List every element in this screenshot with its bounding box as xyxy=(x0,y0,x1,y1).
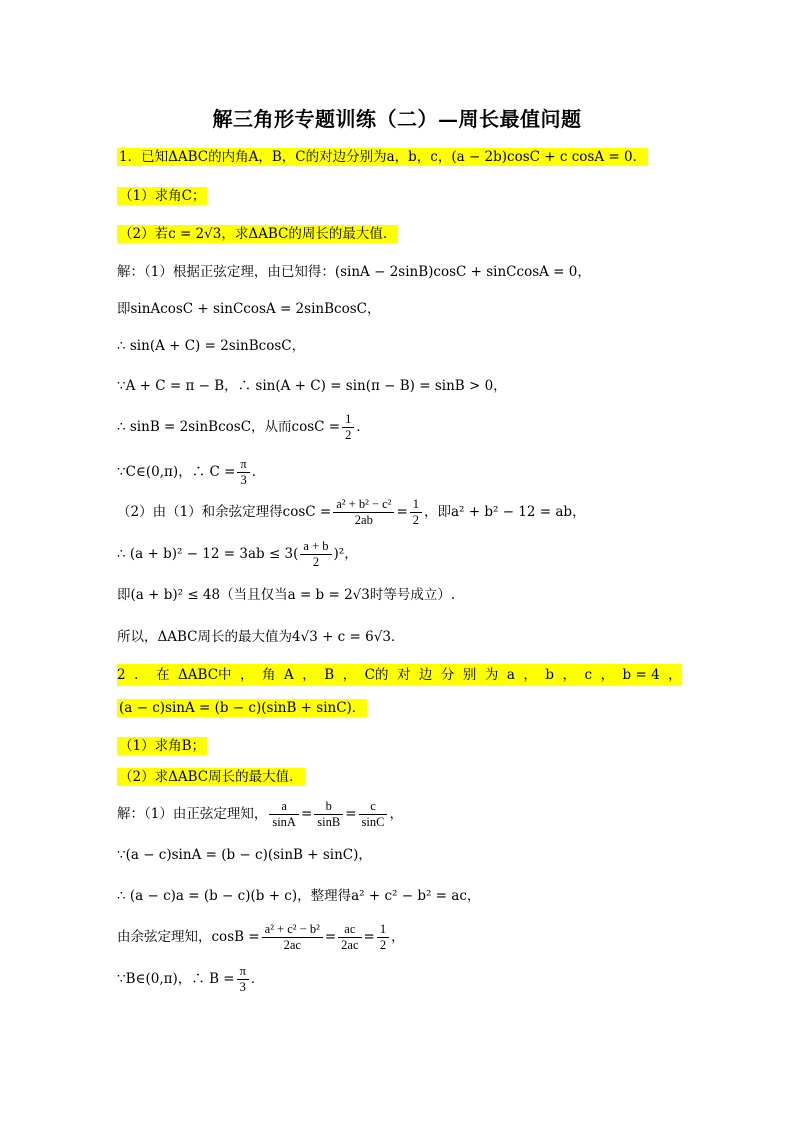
stem-token: 2 xyxy=(117,667,126,683)
fraction: $\frac{\text{a² + c² − b²}}{2ac}$ xyxy=(262,922,323,953)
stem-token: ， xyxy=(240,667,254,683)
problem-1-solution-line-4: ∵A + C = π − B，∴ sin(A + C) = sin(π − B) = sinB > 0， xyxy=(117,378,507,394)
stem-token: 对 xyxy=(396,667,411,683)
problem-1-question-1: （1）求角C； xyxy=(119,188,206,204)
stem-token: ， xyxy=(562,667,577,683)
stem-token: 在 xyxy=(156,667,170,683)
page-title: 解三角形专题训练（二）—周长最值问题 xyxy=(212,107,582,131)
stem-token: ΔABC中 xyxy=(178,667,232,683)
problem-1-solution-line-2: 即sinAcosC + sinCcosA = 2sinBcosC， xyxy=(117,301,381,317)
problem-2-solution-line-3: ∴ (a − c)a = (b − c)(b + c)，整理得a² + c² − b² = ac， xyxy=(117,888,481,904)
fraction: $\frac{ac}{2ac}$ xyxy=(338,922,361,953)
problem-2-solution-line-4: 由余弦定理知，cosB = $\frac{\text{a² + c² − b²}}{2ac}$ = $\frac{ac}{2ac}$ = $\frac{1}{2}$ ， xyxy=(117,922,405,952)
fraction: $\frac{a + b}{2}$ xyxy=(300,539,331,570)
problem-1-solution-line-6: ∵C∈(0,π)，∴ C = $\frac{\pi}{3}$ ． xyxy=(117,457,266,487)
stem-token: c xyxy=(584,667,593,683)
stem-token: 边 xyxy=(418,667,433,683)
problem-2-solution-line-2: ∵(a − c)sinA = (b − c)(sinB + sinC)， xyxy=(117,847,372,863)
stem-token: ， xyxy=(302,667,316,683)
fraction: $\frac{1}{2}$ xyxy=(377,922,389,953)
stem-token: 分 xyxy=(440,667,455,683)
stem-token: ， xyxy=(342,667,357,683)
problem-2-question-2: （2）求ΔABC周长的最大值． xyxy=(119,769,303,785)
problem-1-solution-line-10: 所以，ΔABC周长的最大值为4√3 + c = 6√3． xyxy=(117,629,405,645)
problem-1-question-2: （2）若c = 2√3，求ΔABC的周长的最大值． xyxy=(119,226,397,242)
problem-2-stem xyxy=(117,664,682,686)
stem-token: b = 4 xyxy=(622,667,660,683)
problem-1-solution-line-3: ∴ sin(A + C) = 2sinBcosC， xyxy=(117,338,306,354)
stem-token: a xyxy=(506,667,515,683)
fraction: $\frac{c}{\sin C}$ xyxy=(359,799,388,830)
stem-token: 角 xyxy=(262,667,276,683)
fraction: $\frac{a}{\sin A}$ xyxy=(269,799,299,830)
fraction: $\frac{\pi}{3}$ xyxy=(237,457,249,488)
problem-2-solution-line-5: ∵B∈(0,π)，∴ B = $\frac{\pi}{3}$ ． xyxy=(117,964,265,994)
problem-1-solution-line-1: 解：（1）根据正弦定理，由已知得：(sinA − 2sinB)cosC + sinCcosA = 0， xyxy=(117,264,591,280)
stem-token: ， xyxy=(523,667,537,683)
fraction: $\frac{1}{2}$ xyxy=(410,497,422,528)
stem-token: C的 xyxy=(364,667,389,683)
stem-token: ， xyxy=(600,667,615,683)
fraction: $\frac{1}{2}$ xyxy=(342,412,354,443)
stem-token: A xyxy=(284,667,294,683)
problem-2-stem-line-2: (a − c)sinA = (b − c)(sinB + sinC)． xyxy=(119,700,366,716)
problem-1-stem: 1．已知ΔABC的内角A，B，C的对边分别为a，b，c，(a − 2b)cosC + c cosA = 0． xyxy=(119,149,647,165)
problem-2-question-1: （1）求角B； xyxy=(119,738,206,754)
stem-token: B xyxy=(324,667,335,683)
stem-token: ， xyxy=(668,667,682,683)
fraction: $\frac{b}{\sin B}$ xyxy=(314,799,343,830)
problem-1-solution-line-9: 即(a + b)² ≤ 48（当且仅当a = b = 2√3时等号成立）. xyxy=(117,587,456,603)
stem-token: 为 xyxy=(484,667,499,683)
fraction: $\frac{\text{a² + b² − c²}}{2ab}$ xyxy=(333,497,394,528)
stem-token: b xyxy=(545,667,555,683)
problem-1-solution-line-8: ∴ (a + b)² − 12 = 3ab ≤ 3( $\frac{a + b}{2}$ )²， xyxy=(117,539,358,569)
problem-1-solution-line-7: （2）由（1）和余弦定理得cosC = $\frac{\text{a² + b² − c²}}{2ab}$ = $\frac{1}{2}$ ，即a² + b² − 12 = ab， xyxy=(117,497,586,527)
stem-token: ． xyxy=(134,667,148,683)
stem-token: 别 xyxy=(462,667,477,683)
problem-2-solution-line-1: 解：（1）由正弦定理知， $\frac{a}{\sin A}$ = $\frac{b}{\sin B}$ = $\frac{c}{\sin C}$ ， xyxy=(117,799,403,829)
fraction: $\frac{\pi}{3}$ xyxy=(237,964,249,995)
problem-1-solution-line-5: ∴ sinB = 2sinBcosC，从而cosC = $\frac{1}{2}$ ． xyxy=(117,412,370,442)
